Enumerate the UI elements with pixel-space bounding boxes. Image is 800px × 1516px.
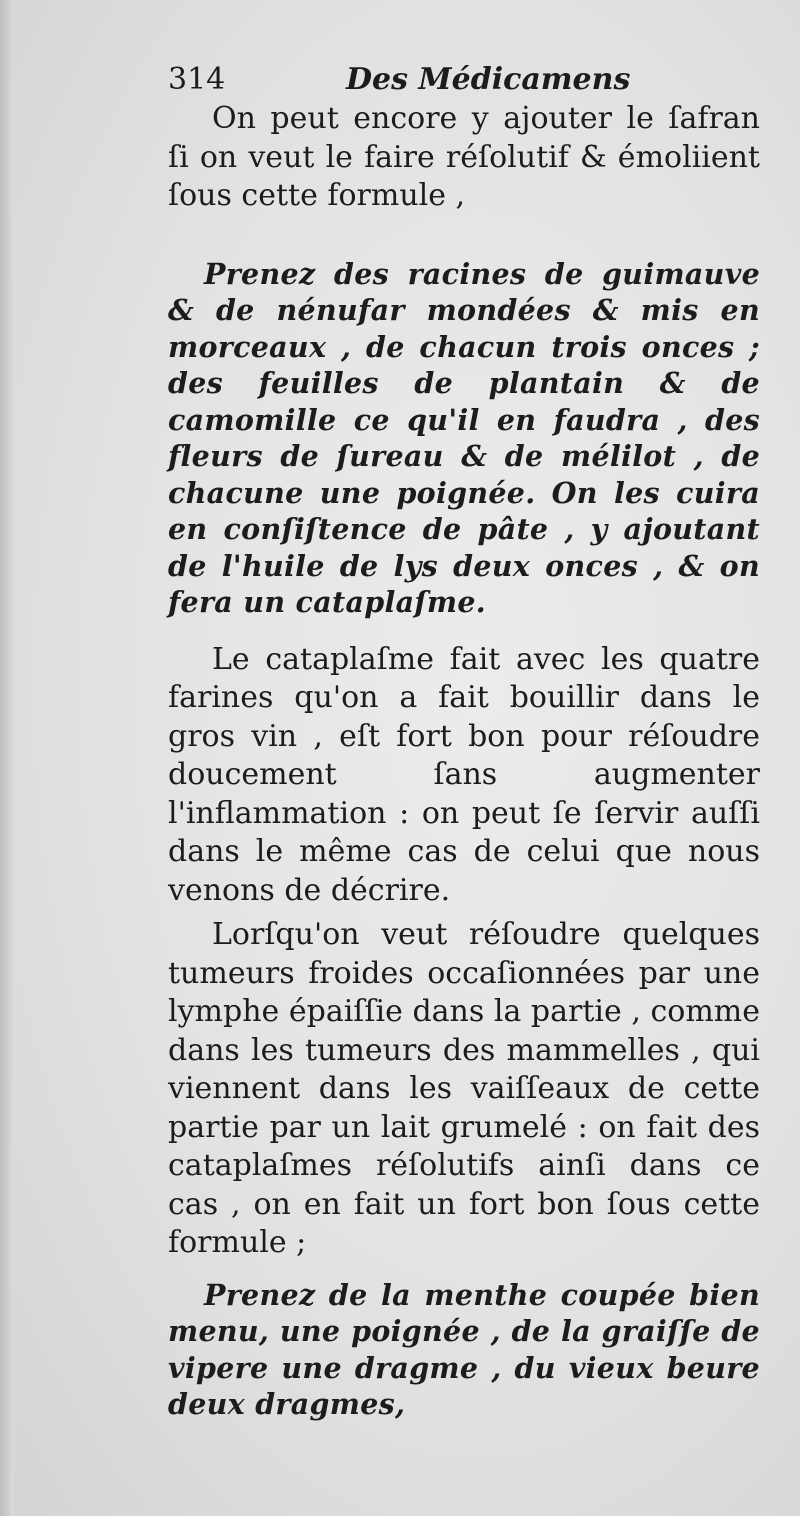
binding-shadow [0, 0, 14, 1516]
page-number: 314 [168, 62, 226, 97]
paragraph: On peut encore y ajouter le ſafran ſi on veut le faire réſolutif & émoliient ſous cette formule , [168, 101, 760, 213]
recipe-formula: Prenez de la menthe coupée bien menu, une poignée , de la graiſſe de vipere une dragme , du vieux beure deux dragmes, [168, 1277, 760, 1421]
paragraph: Lorſqu'on veut réſoudre quelques tumeurs froides occaſionnées par une lymphe épaiſſie dans la partie , comme dans les tumeurs des mammelles , qui viennent dans les vaiſſeaux de cette partie par un lait grumelé : on fait des cataplaſmes réſolutifs ainſi dans ce cas , on en fait un fort bon ſous cette formule ; [168, 917, 760, 1260]
paragraph: Le cataplaſme fait avec les quatre farines qu'on a fait bouillir dans le gros vin , eſt fort bon pour réſoudre doucement ſans augmenter l'inflammation : on peut ſe ſervir auſſi dans le même cas de celui que nous venons de décrire. [168, 641, 760, 908]
recipe-formula: Prenez des racines de guimauve & de nénufar mondées & mis en morceaux , de chacun trois onces ; des feuilles de plantain & de camomille ce qu'il en faudra , des fleurs de ſureau & de mélilot , de chacune une poignée. On les cuira en conſiſtence de pâte , y ajoutant de l'huile de lys deux onces , & on fera un cataplaſme. [168, 256, 760, 619]
page-body [168, 100, 760, 1423]
running-title: Des Médicamens [346, 62, 631, 97]
